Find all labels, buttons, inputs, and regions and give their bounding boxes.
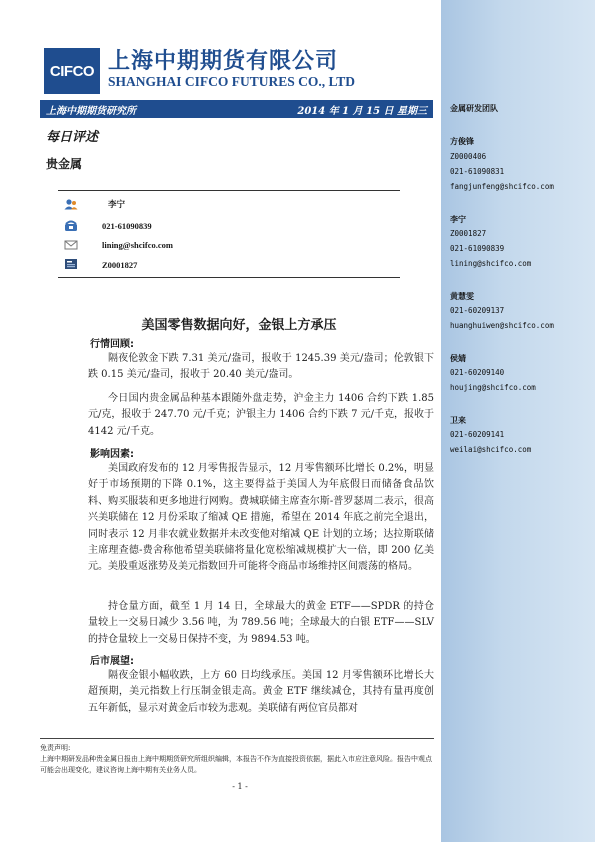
member-phone: 021-61090839 — [450, 244, 505, 253]
paragraph: 美国政府发布的 12 月零售报告显示，12 月零售额环比增长 0.2%，明显好于市场预期的下降 0.1%，这主要得益于美国人为年底假日而储备食品饮料、购买服装和更多地进行网购。费城联储主席查尔斯-普罗瑟周二表示，很高兴美联储在 12 月份采取了缩减 QE 措施，希望在 2014 年底之前完全退出，同时表示 12 月非农就业数据并未改变他对缩减 QE 计划的立场；达拉斯联储主席理查德-费舍称他希望美联储将量化宽松缩减规模扩大一倍，即 200 亿美元。美股重返涨势及美元指数回升可能将令商品市场维持区间震荡的格局。 — [88, 463, 434, 573]
paragraph: 持仓量方面，截至 1 月 14 日，全球最大的黄金 ETF——SPDR 的持仓量较上一交易日减少 3.56 吨，为 789.56 吨；全球最大的白银 ETF——SLV 的持仓量较上一交易日保持不变，为 9894.53 吨。 — [88, 601, 434, 645]
author-email[interactable]: lining@shcifco.com — [102, 240, 173, 250]
member-email[interactable]: fangjunfeng@shcifco.com — [450, 182, 554, 191]
section-title-outlook: 后市展望: — [90, 656, 134, 667]
member-name: 侯婧 — [450, 354, 466, 363]
disclaimer-text: 上海中期研发品种贵金属日报由上海中期期货研究所组织编辑，本报告不作为直接投资依据，据此入市应注意风险。报告中观点可能会出现变化，建议咨询上海中期有关业务人员。 — [40, 755, 432, 774]
paragraph: 今日国内贵金属品种基本跟随外盘走势，沪金主力 1406 合约下跌 1.85 元/克，报收于 247.70 元/千克；沪银主力 1406 合约下跌 7 元/千克，报收于 4142 元/千克。 — [88, 393, 434, 437]
team-title: 金属研发团队 — [450, 104, 498, 113]
phone-icon — [64, 220, 78, 232]
member-phone: 021-60209141 — [450, 430, 505, 439]
disclaimer-title: 免责声明: — [40, 744, 71, 752]
author-phone: 021-61090839 — [102, 221, 152, 231]
header-bar — [40, 100, 433, 118]
member-phone: 021-61090831 — [450, 167, 505, 176]
institute-name: 上海中期期货研究所 — [46, 106, 136, 117]
footer-divider — [40, 738, 434, 739]
author-name: 李宁 — [108, 199, 126, 209]
member-email[interactable]: houjing@shcifco.com — [450, 383, 536, 392]
section-title-factors: 影响因素: — [90, 449, 134, 460]
company-name-cn: 上海中期期货有限公司 — [108, 49, 339, 74]
report-date: 2014 年 1 月 15 日 星期三 — [297, 106, 427, 117]
member-email[interactable]: huanghuiwen@shcifco.com — [450, 321, 554, 330]
member-name: 李宁 — [450, 215, 466, 224]
page-number: - 1 - — [232, 782, 248, 791]
company-name-en: SHANGHAI CIFCO FUTURES CO., LTD — [108, 74, 356, 89]
member-name: 黄慧雯 — [450, 292, 474, 301]
author-license: Z0001827 — [102, 260, 138, 270]
member-license: Z0001827 — [450, 229, 487, 238]
license-icon — [64, 258, 78, 270]
member-license: Z0000406 — [450, 152, 487, 161]
logo-text: CIFCO — [49, 62, 95, 80]
team-sidebar — [441, 0, 595, 842]
member-name: 卫来 — [450, 416, 466, 425]
email-icon — [64, 239, 78, 251]
report-type: 每日评述 — [46, 130, 99, 145]
member-email[interactable]: lining@shcifco.com — [450, 259, 532, 268]
user-icon — [64, 198, 78, 210]
member-name: 方俊锋 — [450, 137, 474, 146]
article-title: 美国零售数据向好，金银上方承压 — [141, 318, 337, 333]
member-phone: 021-60209140 — [450, 368, 505, 377]
report-category: 贵金属 — [46, 157, 83, 171]
member-phone: 021-60209137 — [450, 306, 505, 315]
member-email[interactable]: weilai@shcifco.com — [450, 445, 532, 454]
section-title-review: 行情回顾: — [90, 339, 134, 350]
paragraph: 隔夜金银小幅收跌，上方 60 日均线承压。美国 12 月零售额环比增长大超预期，美元指数上行压制金银走高。黄金 ETF 继续减仓，其持有量再度创五年新低，显示对黄金后市较为悲观。美联储有两位官员都对 — [88, 670, 434, 714]
company-logo — [44, 48, 100, 94]
author-box — [58, 190, 400, 278]
paragraph: 隔夜伦敦金下跌 7.31 美元/盎司，报收于 1245.39 美元/盎司；伦敦银下跌 0.15 美元/盎司，报收于 20.40 美元/盎司。 — [88, 353, 434, 381]
